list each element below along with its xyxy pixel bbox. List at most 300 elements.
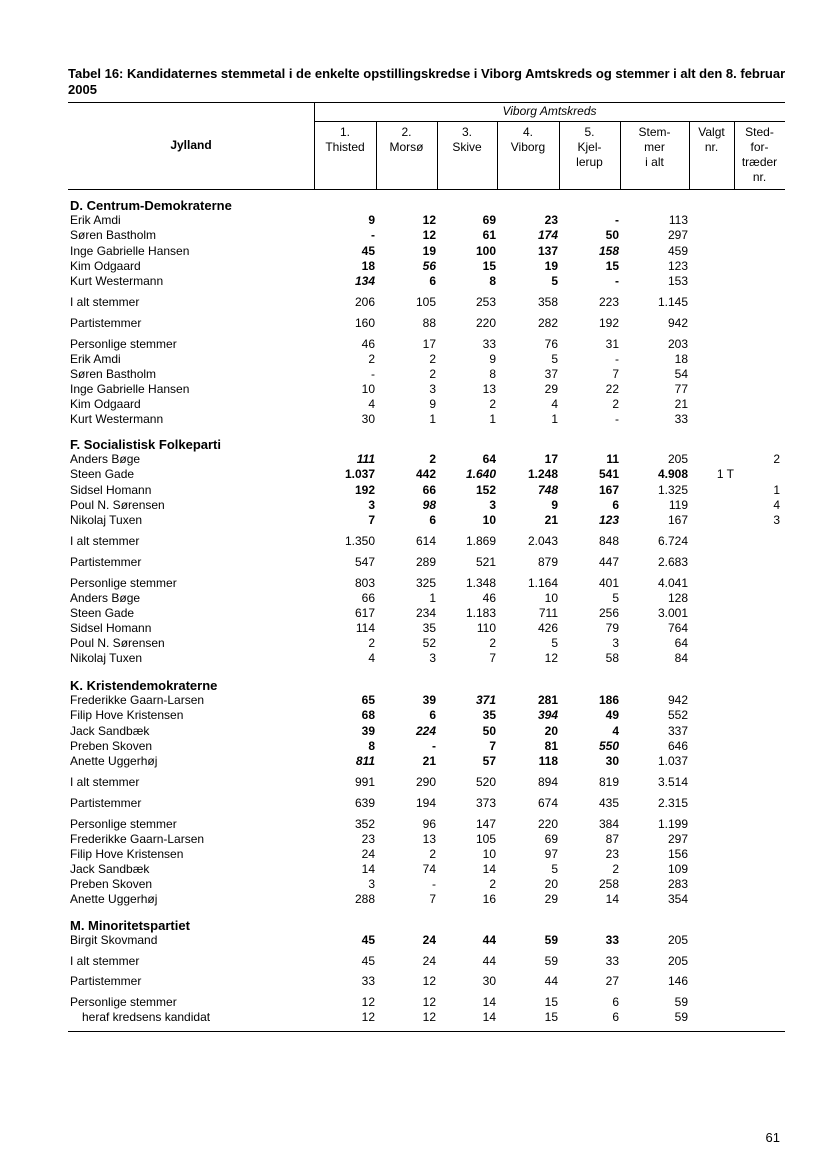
table-cell: 59 (544, 953, 558, 968)
table-cell: 4 (368, 651, 375, 665)
row-label: Steen Gade (70, 605, 135, 620)
table-cell: 59 (674, 995, 688, 1010)
table-row (0, 316, 824, 331)
table-cell: 33 (674, 412, 688, 426)
table-cell: 205 (667, 933, 688, 947)
table-cell: 33 (361, 974, 375, 989)
table-cell: 35 (482, 708, 496, 723)
table-cell: 2.683 (657, 554, 688, 569)
table-cell: 66 (422, 482, 436, 497)
table-row (0, 382, 824, 397)
table-cell: 224 (415, 723, 436, 738)
table-cell: 10 (544, 590, 558, 605)
row-label: Erik Amdi (70, 351, 121, 366)
header-bottom-rule (68, 189, 785, 190)
table-row (0, 452, 824, 467)
table-cell: 10 (482, 846, 496, 861)
table-cell: 50 (605, 228, 619, 243)
table-cell: 30 (361, 412, 375, 426)
table-cell: 6 (429, 513, 436, 528)
row-label: Sidsel Homann (70, 620, 152, 635)
table-cell: 49 (605, 708, 619, 723)
table-cell: 8 (489, 274, 496, 289)
table-cell: 153 (667, 274, 688, 289)
table-row (0, 892, 824, 907)
table-cell: 45 (361, 933, 375, 947)
table-cell: 21 (544, 513, 558, 528)
table-row (0, 213, 824, 228)
table-cell: 674 (537, 795, 558, 810)
column-header-viborg: 4. Viborg (510, 125, 546, 154)
table-cell: 35 (422, 620, 436, 635)
table-cell: 803 (354, 575, 375, 590)
table-cell: 77 (674, 381, 688, 396)
table-cell: 2 (429, 452, 436, 466)
table-cell: 879 (537, 554, 558, 569)
table-row (0, 817, 824, 832)
table-cell: 23 (605, 846, 619, 861)
table-cell: 6.724 (657, 534, 688, 548)
section-title: D. Centrum-Demokraterne (70, 198, 232, 213)
valgt-cell: 1 T (716, 467, 734, 482)
table-cell: 1.199 (657, 816, 688, 831)
row-label: Sidsel Homann (70, 482, 152, 497)
table-cell: 39 (422, 693, 436, 707)
table-row (0, 513, 824, 528)
table-cell: 15 (544, 1010, 558, 1025)
table-cell: 23 (544, 213, 558, 227)
row-label: Anette Uggerhøj (70, 754, 158, 769)
table-cell: 44 (482, 953, 496, 968)
row-label: Frederikke Gaarn-Larsen (70, 831, 205, 846)
row-label: Filip Hove Kristensen (70, 846, 184, 861)
table-cell: 358 (537, 295, 558, 309)
table-cell: 128 (667, 590, 688, 605)
table-cell: 7 (612, 366, 619, 381)
column-header-kjellerup: 5. Kjel- lerup (576, 125, 603, 169)
table-cell: 13 (422, 831, 436, 846)
row-label: Personlige stemmer (70, 575, 177, 590)
table-cell: 15 (605, 258, 619, 273)
table-cell: 9 (489, 351, 496, 366)
table-cell: 223 (598, 295, 619, 309)
table-cell: 29 (544, 381, 558, 396)
table-cell: 1 (429, 412, 436, 426)
table-cell: 1.350 (344, 534, 375, 548)
column-header-morso: 2. Morsø (389, 125, 424, 154)
table-cell: 2 (429, 846, 436, 861)
table-cell: 3 (368, 876, 375, 891)
table-cell: 97 (544, 846, 558, 861)
table-cell: - (615, 412, 619, 426)
table-cell: 8 (489, 366, 496, 381)
table-cell: 45 (361, 243, 375, 258)
page-number: 61 (765, 1130, 780, 1145)
table-cell: 384 (598, 816, 619, 831)
table-cell: 18 (674, 351, 688, 366)
row-label: Inge Gabrielle Hansen (70, 243, 190, 258)
table-cell: 58 (605, 651, 619, 665)
table-cell: 2 (368, 635, 375, 650)
table-cell: 426 (537, 620, 558, 635)
row-label: Birgit Skovmand (70, 933, 158, 947)
table-cell: 64 (482, 452, 496, 466)
table-cell: 373 (475, 795, 496, 810)
table-row (0, 228, 824, 243)
row-label: Kurt Westermann (70, 412, 164, 426)
table-cell: - (432, 738, 436, 753)
table-cell: 137 (537, 243, 558, 258)
table-cell: 6 (429, 708, 436, 723)
table-cell: 33 (605, 953, 619, 968)
table-row (0, 534, 824, 549)
table-cell: 96 (422, 816, 436, 831)
table-cell: 167 (667, 513, 688, 528)
table-cell: 12 (544, 651, 558, 665)
table-cell: 11 (606, 452, 619, 466)
table-cell: 2 (429, 366, 436, 381)
table-cell: 371 (475, 693, 496, 707)
table-row (0, 591, 824, 606)
table-cell: 614 (415, 534, 436, 548)
table-cell: 105 (415, 295, 436, 309)
table-cell: 1.325 (657, 482, 688, 497)
table-cell: 37 (544, 366, 558, 381)
table-cell: 435 (598, 795, 619, 810)
table-cell: 5 (551, 274, 558, 289)
table-cell: 7 (429, 892, 436, 906)
table-cell: - (371, 228, 375, 243)
table-cell: - (371, 366, 375, 381)
table-cell: 76 (544, 336, 558, 351)
table-cell: 57 (482, 754, 496, 769)
table-cell: 24 (361, 846, 375, 861)
row-label: Poul N. Sørensen (70, 635, 165, 650)
table-cell: - (615, 351, 619, 366)
table-cell: 394 (537, 708, 558, 723)
column-header-skive: 3. Skive (452, 125, 482, 154)
table-cell: 2 (612, 396, 619, 411)
row-label: Partistemmer (70, 974, 142, 989)
table-cell: 14 (482, 861, 496, 876)
table-row (0, 636, 824, 651)
row-label: Nikolaj Tuxen (70, 513, 143, 528)
table-cell: 459 (667, 243, 688, 258)
row-label: Partistemmer (70, 315, 142, 330)
table-cell: 194 (415, 795, 436, 810)
table-cell: 7 (489, 651, 496, 665)
row-label: heraf kredsens kandidat (82, 1010, 211, 1025)
table-cell: 711 (538, 605, 558, 620)
table-cell: 639 (354, 795, 375, 810)
table-cell: 23 (361, 831, 375, 846)
table-cell: 15 (544, 995, 558, 1010)
table-cell: 54 (674, 366, 688, 381)
table-cell: 64 (674, 635, 688, 650)
table-cell: 118 (538, 754, 558, 769)
table-cell: 174 (537, 228, 558, 243)
stedfortraeder-cell: 3 (773, 513, 780, 528)
row-label: Søren Bastholm (70, 228, 157, 243)
table-cell: 69 (544, 831, 558, 846)
row-label: Jack Sandbæk (70, 723, 150, 738)
table-cell: 74 (422, 861, 436, 876)
table-cell: 2 (368, 351, 375, 366)
table-cell: 942 (667, 315, 688, 330)
table-cell: 192 (598, 315, 619, 330)
table-cell: 1.640 (465, 467, 496, 482)
table-cell: 22 (605, 381, 619, 396)
table-cell: 114 (355, 620, 375, 635)
table-cell: - (432, 876, 436, 891)
table-cell: 848 (598, 534, 619, 548)
table-cell: 2.043 (527, 534, 558, 548)
table-cell: 1.183 (465, 605, 496, 620)
table-cell: 7 (368, 513, 375, 528)
row-label: Personlige stemmer (70, 816, 177, 831)
table-cell: 289 (415, 554, 436, 569)
table-cell: 991 (354, 775, 375, 789)
table-row (0, 651, 824, 666)
table-cell: 24 (422, 953, 436, 968)
table-cell: 325 (415, 575, 436, 590)
table-row (0, 995, 824, 1010)
row-label: Kurt Westermann (70, 274, 164, 289)
table-cell: 111 (356, 452, 375, 466)
table-cell: 5 (612, 590, 619, 605)
table-row (0, 483, 824, 498)
table-cell: 6 (612, 1010, 619, 1025)
table-cell: 288 (354, 892, 375, 906)
table-cell: 205 (667, 452, 688, 466)
table-cell: 206 (354, 295, 375, 309)
table-cell: 352 (354, 816, 375, 831)
table-row (0, 259, 824, 274)
stedfortraeder-cell: 1 (773, 482, 780, 497)
table-cell: 33 (605, 933, 619, 947)
table-cell: 33 (482, 336, 496, 351)
table-cell: 1.037 (344, 467, 375, 482)
table-cell: 764 (667, 620, 688, 635)
table-cell: 1 (429, 590, 436, 605)
row-label: Preben Skoven (70, 738, 153, 753)
header-top-rule (68, 102, 785, 103)
table-cell: 253 (475, 295, 496, 309)
table-cell: 1 (489, 412, 496, 426)
table-cell: 100 (475, 243, 496, 258)
table-cell: 14 (361, 861, 375, 876)
row-label: Personlige stemmer (70, 995, 177, 1010)
table-cell: 12 (422, 1010, 436, 1025)
table-row (0, 954, 824, 969)
table-cell: 105 (475, 831, 496, 846)
table-cell: 8 (368, 738, 375, 753)
table-cell: 52 (422, 635, 436, 650)
table-cell: 12 (361, 1010, 375, 1025)
table-cell: 12 (422, 995, 436, 1010)
table-cell: 66 (361, 590, 375, 605)
table-row (0, 862, 824, 877)
row-label: Anders Bøge (70, 452, 141, 466)
table-bottom-rule (68, 1031, 785, 1032)
table-cell: 98 (422, 497, 436, 512)
table-cell: 21 (422, 754, 436, 769)
table-cell: 119 (668, 497, 688, 512)
table-row (0, 832, 824, 847)
row-label: Frederikke Gaarn-Larsen (70, 693, 205, 707)
table-cell: 87 (605, 831, 619, 846)
table-cell: 19 (544, 258, 558, 273)
table-cell: 12 (361, 995, 375, 1010)
table-cell: 205 (667, 953, 688, 968)
header-group-rule (314, 121, 785, 122)
row-label: Partistemmer (70, 554, 142, 569)
table-row (0, 606, 824, 621)
row-label: I alt stemmer (70, 295, 140, 309)
table-row (0, 754, 824, 769)
table-row (0, 847, 824, 862)
table-cell: 9 (551, 497, 558, 512)
table-cell: 68 (361, 708, 375, 723)
table-row (0, 244, 824, 259)
row-label: Preben Skoven (70, 876, 153, 891)
table-cell: 50 (482, 723, 496, 738)
table-cell: 1.248 (527, 467, 558, 482)
table-cell: 10 (482, 513, 496, 528)
table-cell: 5 (551, 861, 558, 876)
table-cell: 3.514 (657, 775, 688, 789)
table-cell: 160 (354, 315, 375, 330)
table-cell: 4.908 (657, 467, 688, 482)
table-cell: 88 (422, 315, 436, 330)
table-cell: 748 (537, 482, 558, 497)
table-cell: 39 (361, 723, 375, 738)
row-label: Inge Gabrielle Hansen (70, 381, 190, 396)
table-cell: 4 (551, 396, 558, 411)
stedfortraeder-cell: 2 (773, 452, 780, 466)
table-row (0, 498, 824, 513)
table-cell: 20 (544, 876, 558, 891)
table-cell: 59 (544, 933, 558, 947)
table-cell: 2 (489, 396, 496, 411)
table-cell: 2 (489, 876, 496, 891)
table-cell: 16 (482, 892, 496, 906)
table-cell: 167 (598, 482, 619, 497)
table-cell: 4 (612, 723, 619, 738)
section-title: K. Kristendemokraterne (70, 678, 218, 693)
table-cell: 541 (598, 467, 619, 482)
table-cell: 220 (475, 315, 496, 330)
table-row (0, 724, 824, 739)
table-cell: 442 (415, 467, 436, 482)
section-title: M. Minoritetspartiet (70, 918, 190, 933)
table-row (0, 621, 824, 636)
table-cell: 45 (361, 953, 375, 968)
row-label: Erik Amdi (70, 213, 121, 227)
table-cell: 110 (476, 620, 496, 635)
table-row (0, 352, 824, 367)
table-cell: 3.001 (657, 605, 688, 620)
table-row (0, 775, 824, 790)
table-cell: 146 (667, 974, 688, 989)
table-cell: 3 (429, 651, 436, 665)
row-label: Anders Bøge (70, 590, 141, 605)
column-header-stedfortraeder-nr: Sted- for- træder nr. (741, 125, 778, 184)
table-cell: 14 (482, 1010, 496, 1025)
table-cell: 281 (537, 693, 558, 707)
row-label: Personlige stemmer (70, 336, 177, 351)
table-row (0, 555, 824, 570)
table-cell: 186 (598, 693, 619, 707)
table-cell: 297 (667, 831, 688, 846)
table-cell: 1.164 (527, 575, 558, 590)
table-cell: 69 (482, 213, 496, 227)
table-cell: 617 (354, 605, 375, 620)
table-cell: 24 (422, 933, 436, 947)
table-title: Tabel 16: Kandidaternes stemmetal i de enkelte opstillingskredse i Viborg Amtskreds og stemmer i alt den 8. februar 2005 (68, 66, 786, 97)
table-cell: 44 (482, 933, 496, 947)
table-cell: 6 (612, 497, 619, 512)
table-cell: 17 (544, 452, 558, 466)
table-cell: 2 (489, 635, 496, 650)
table-cell: 19 (422, 243, 436, 258)
table-cell: 354 (667, 892, 688, 906)
table-cell: 81 (544, 738, 558, 753)
column-header-valgt-nr: Valgt nr. (698, 125, 725, 154)
table-row (0, 367, 824, 382)
table-cell: 56 (422, 258, 436, 273)
table-cell: 27 (605, 974, 619, 989)
table-cell: 282 (537, 315, 558, 330)
row-label: Steen Gade (70, 467, 135, 482)
table-cell: 819 (598, 775, 619, 789)
table-row (0, 877, 824, 892)
table-cell: 290 (415, 775, 436, 789)
table-row (0, 397, 824, 412)
table-cell: 220 (537, 816, 558, 831)
table-cell: 18 (361, 258, 375, 273)
table-cell: 1.348 (465, 575, 496, 590)
table-cell: 1.037 (657, 754, 688, 769)
table-cell: 20 (544, 723, 558, 738)
table-cell: 59 (674, 1010, 688, 1025)
table-cell: 297 (667, 228, 688, 243)
table-cell: 30 (482, 974, 496, 989)
table-cell: 3 (429, 381, 436, 396)
table-cell: 447 (598, 554, 619, 569)
table-cell: 152 (475, 482, 496, 497)
table-cell: 203 (667, 336, 688, 351)
table-cell: 401 (598, 575, 619, 590)
table-cell: 234 (415, 605, 436, 620)
table-cell: 84 (674, 651, 688, 665)
table-row (0, 796, 824, 811)
table-cell: 894 (537, 775, 558, 789)
table-cell: 547 (354, 554, 375, 569)
row-label: Jack Sandbæk (70, 861, 150, 876)
table-cell: 79 (605, 620, 619, 635)
table-cell: 9 (429, 396, 436, 411)
table-cell: 158 (598, 243, 619, 258)
table-row (0, 933, 824, 948)
table-cell: 17 (422, 336, 436, 351)
table-cell: 21 (674, 396, 688, 411)
section-title: F. Socialistisk Folkeparti (70, 437, 221, 452)
row-label: Kim Odgaard (70, 396, 141, 411)
table-row (0, 576, 824, 591)
table-cell: 5 (551, 635, 558, 650)
table-cell: 44 (544, 974, 558, 989)
